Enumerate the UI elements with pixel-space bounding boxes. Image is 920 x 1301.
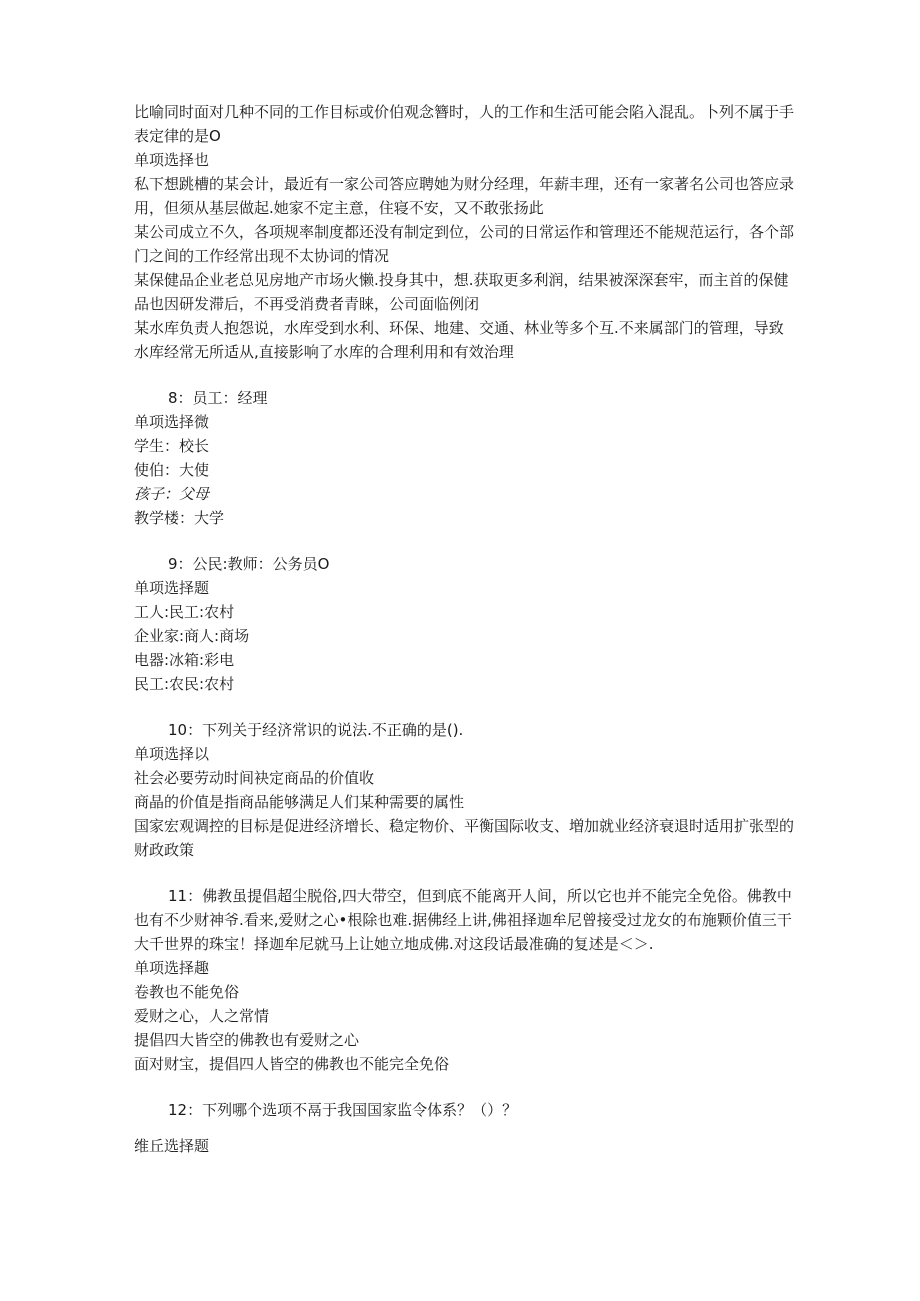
option: 某公司成立不久，各项规率制度都还没有制定到位，公司的日常运作和管理还不能规范运行，各个部门之间的工作经常出现不太协词的情况: [134, 223, 795, 265]
option: 国家宏观调控的目标是促进经济增长、稳定物价、平衡国际收支、増加就业经济衰退时适用扩张型的财政政策: [134, 817, 795, 859]
question-7: [134, 100, 794, 364]
option: 卷教也不能免俗: [134, 983, 240, 1001]
question-9: [134, 552, 794, 696]
question-stem: 9：公民:教师：公务员O: [168, 555, 330, 573]
question-stem: 比喻同时面对几种不同的工作目标或价伯观念簪时，人的工作和生活可能会陷入混乱。卜列不属于手表定律的是O: [134, 103, 795, 145]
option: 教学楼：大学: [134, 509, 225, 527]
option: 孩子：父母: [134, 485, 210, 503]
question-stem: 10：下列关于经济常识的说法.不正确的是().: [168, 721, 464, 739]
document-page: [134, 100, 794, 1158]
option: 企业家:商人:商场: [134, 627, 250, 645]
option: 某保健品企业老总见房地产市场火懒.投身其中，想.获取更多利润，结果被深深套牢，而主首的保健品也因研发滞后，不再受消费者青睐，公司面临例闭: [134, 271, 789, 313]
question-10: [134, 718, 794, 862]
question-type: 单项选择微: [134, 413, 210, 431]
option: 某水库负责人抱怨说，水库受到水利、环保、地建、交通、林业等多个互.不来属部门的管理，导致水库经常无所适从,直接影响了水库的合理利用和有效治理: [134, 319, 784, 361]
question-type: 维丘选择题: [134, 1137, 210, 1155]
option: 面对财宝，提倡四人皆空的佛教也不能完全免俗: [134, 1055, 450, 1073]
option: 电器:冰箱:彩电: [134, 651, 235, 669]
question-8: [134, 386, 794, 530]
option: 商晶的价值是指商品能够满足人们某种需要的属性: [134, 793, 465, 811]
option: 提倡四大皆空的佛教也有爱财之心: [134, 1031, 360, 1049]
option: 私下想跳槽的某会计，最近有一家公司答应聘她为财分经理，年薪丰理，还有一家著名公司也答应录用，但须从基层做起.她家不定主意，住寝不安，又不敢张扬此: [134, 175, 795, 217]
question-type: 单项选择以: [134, 745, 210, 763]
question-stem: 8：员工：经理: [168, 389, 268, 407]
option: 工人:民工:农村: [134, 603, 235, 621]
question-type: 单项选择题: [134, 579, 210, 597]
question-12: [134, 1098, 794, 1158]
option: 使伯：大使: [134, 461, 210, 479]
option: 爱财之心，人之常情: [134, 1007, 270, 1025]
question-type: 单项选择也: [134, 151, 210, 169]
option: 民工:农民:农村: [134, 675, 235, 693]
option: 社会必要劳动时间袂定商品的价值收: [134, 769, 375, 787]
option: 学生：校长: [134, 437, 210, 455]
question-stem: 11：佛教虽提倡超尘脱俗,四大带空，但到底不能离开人间，所以它也并不能完全免俗。佛教中也有不少财神爷.看来,爱财之心•根除也难.据佛经上讲,佛祖择迦牟尼曾接受过龙女的布施颗价值三干大千世界的珠宝！择迦牟尼就马上让她立地成佛.对这段话最准确的复述是＜＞.: [134, 887, 792, 953]
question-11: [134, 884, 794, 1076]
question-stem: 12：下列哪个选项不鬲于我国国家监令体系？（）？: [168, 1101, 518, 1119]
question-type: 单项选择趣: [134, 959, 210, 977]
